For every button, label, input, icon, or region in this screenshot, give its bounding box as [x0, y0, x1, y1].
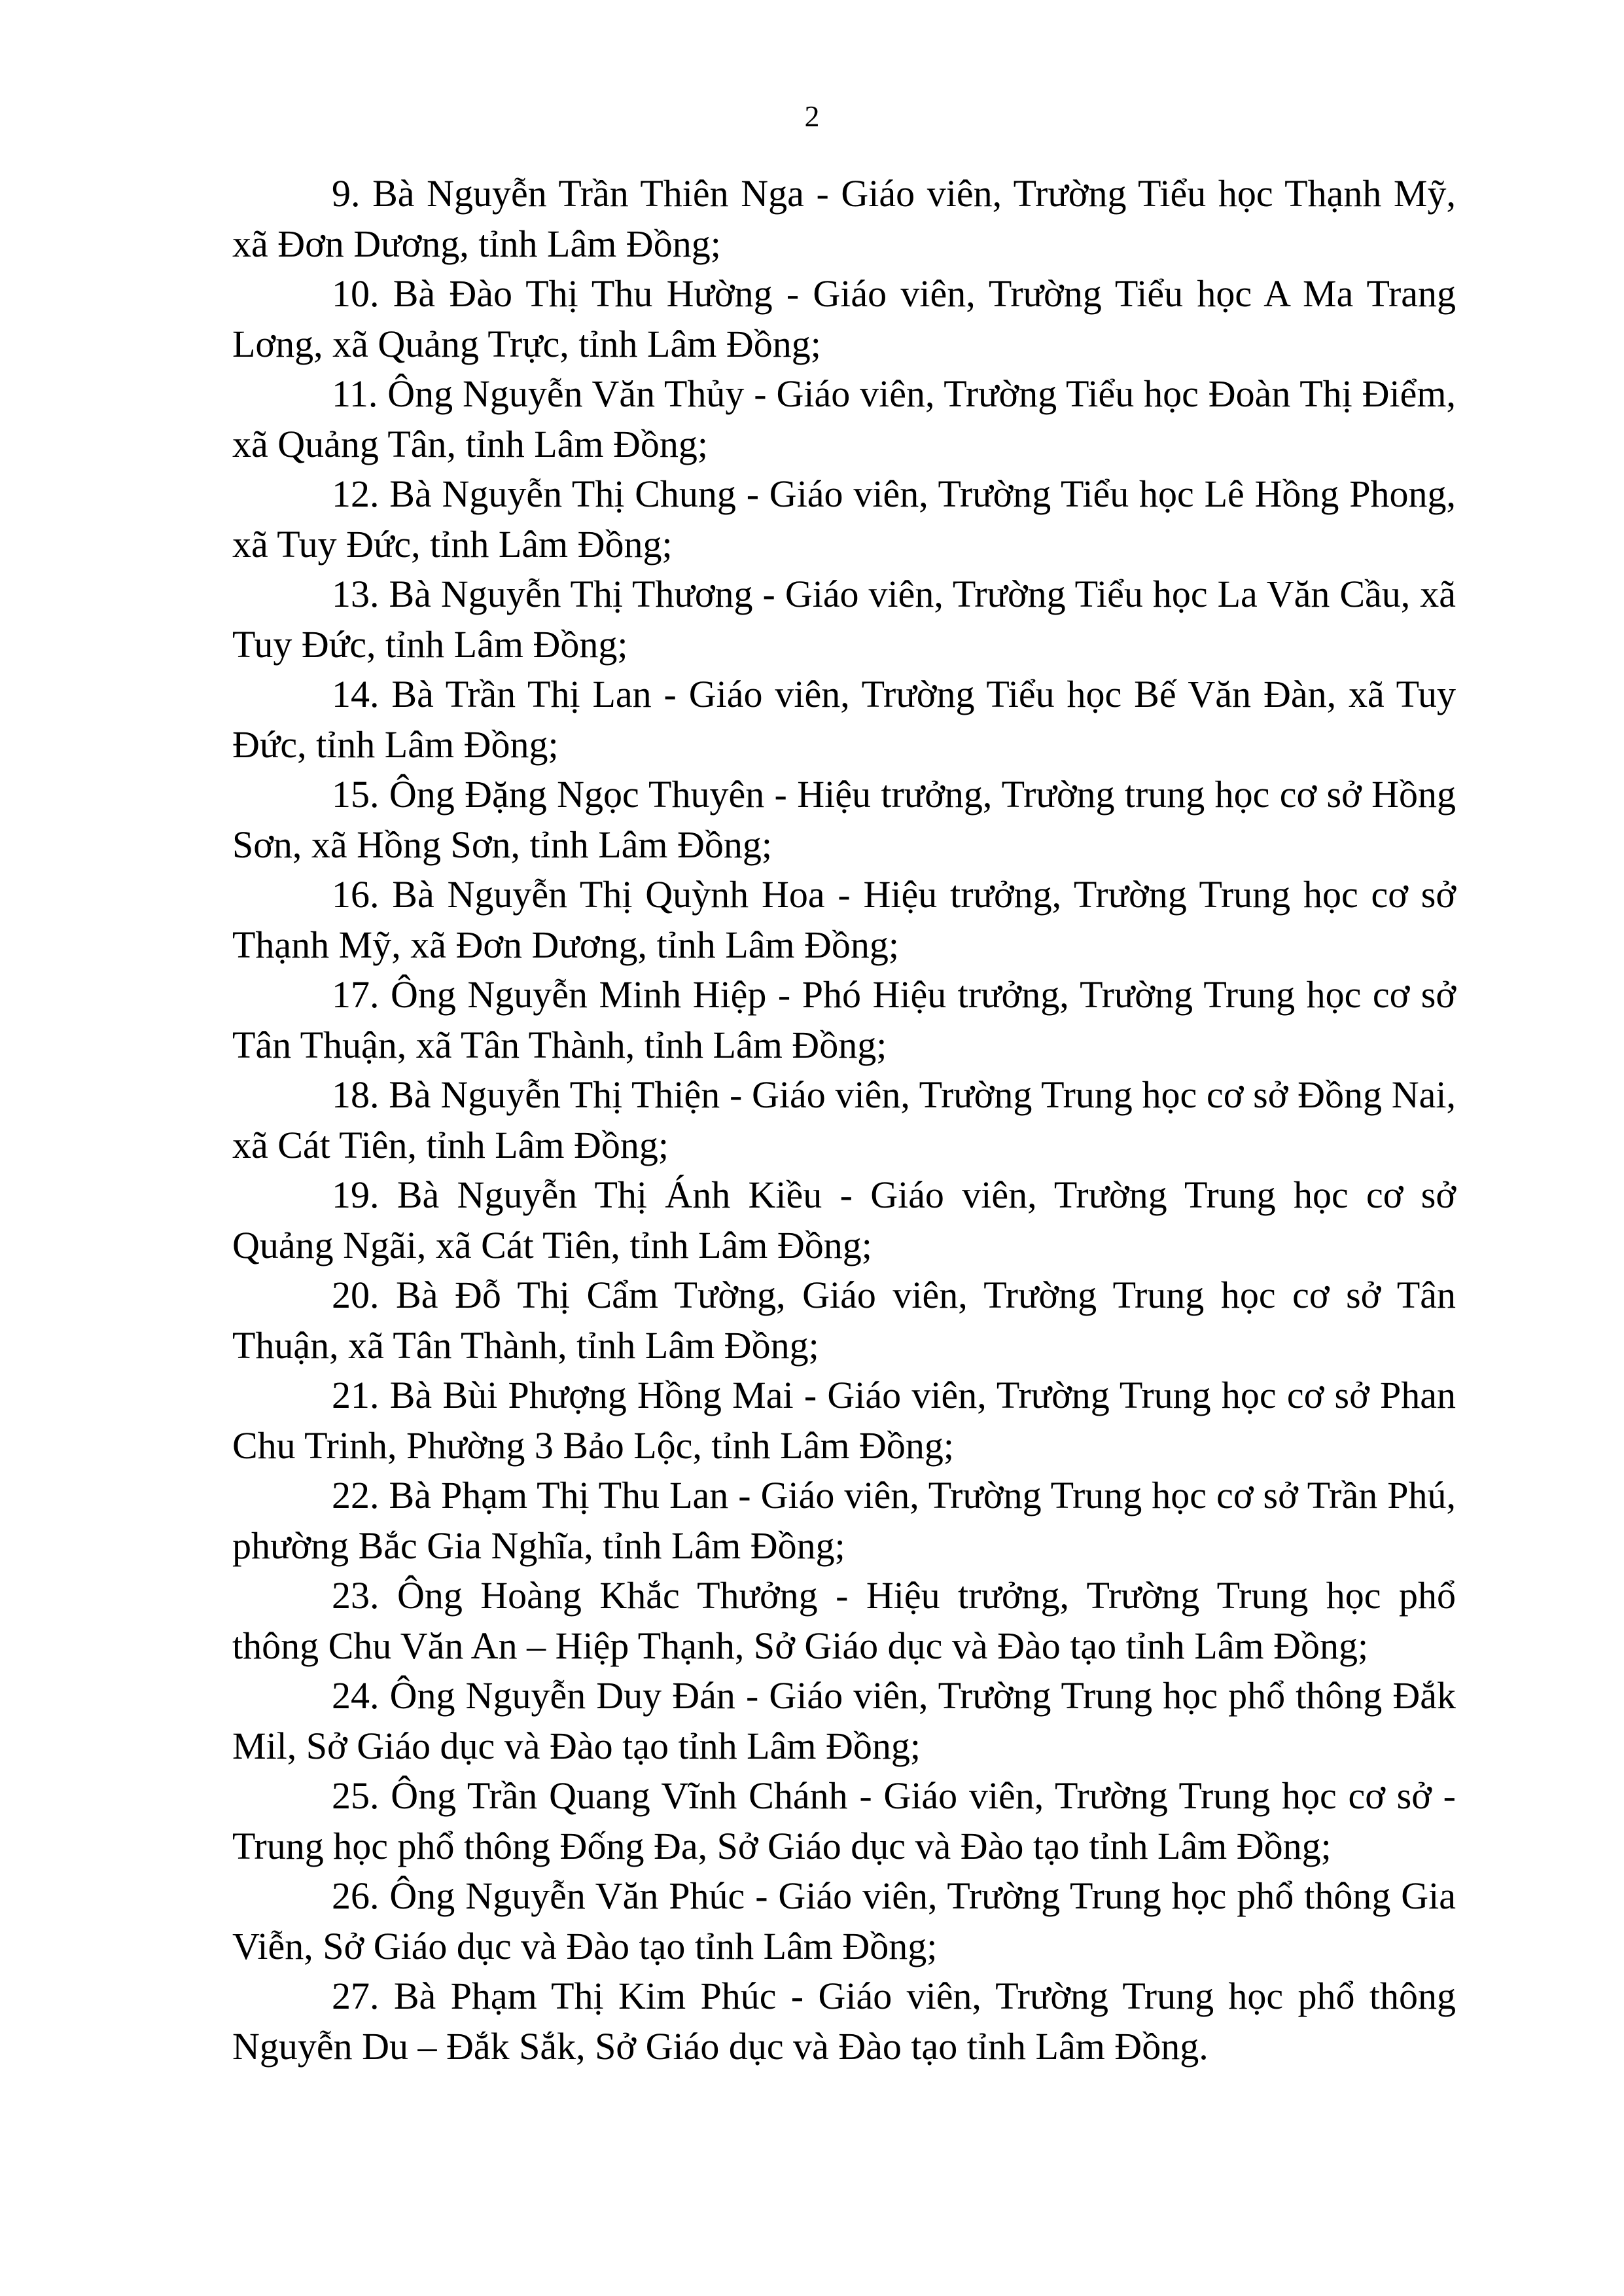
list-item: 19. Bà Nguyễn Thị Ánh Kiều - Giáo viên, Trường Trung học cơ sở Quảng Ngãi, xã Cát Tiên, tỉnh Lâm Đồng;	[232, 1174, 1456, 1266]
list-item: 13. Bà Nguyễn Thị Thương - Giáo viên, Trường Tiểu học La Văn Cầu, xã Tuy Đức, tỉnh Lâm Đồng;	[232, 573, 1456, 666]
list-item: 23. Ông Hoàng Khắc Thưởng - Hiệu trưởng, Trường Trung học phổ thông Chu Văn An – Hiệp Thạnh, Sở Giáo dục và Đào tạo tỉnh Lâm Đồng;	[232, 1574, 1456, 1667]
list-item: 26. Ông Nguyễn Văn Phúc - Giáo viên, Trường Trung học phổ thông Gia Viễn, Sở Giáo dục và Đào tạo tỉnh Lâm Đồng;	[232, 1874, 1456, 1967]
list-item: 14. Bà Trần Thị Lan - Giáo viên, Trường Tiểu học Bế Văn Đàn, xã Tuy Đức, tỉnh Lâm Đồng;	[232, 673, 1456, 766]
list-item: 15. Ông Đặng Ngọc Thuyên - Hiệu trưởng, Trường trung học cơ sở Hồng Sơn, xã Hồng Sơn, tỉnh Lâm Đồng;	[232, 773, 1456, 866]
list-item: 17. Ông Nguyễn Minh Hiệp - Phó Hiệu trưởng, Trường Trung học cơ sở Tân Thuận, xã Tân Thành, tỉnh Lâm Đồng;	[232, 973, 1456, 1066]
list-item: 16. Bà Nguyễn Thị Quỳnh Hoa - Hiệu trưởng, Trường Trung học cơ sở Thạnh Mỹ, xã Đơn Dương, tỉnh Lâm Đồng;	[232, 873, 1456, 966]
document-body	[232, 169, 1456, 2072]
list-item: 12. Bà Nguyễn Thị Chung - Giáo viên, Trường Tiểu học Lê Hồng Phong, xã Tuy Đức, tỉnh Lâm Đồng;	[232, 473, 1456, 565]
list-item: 18. Bà Nguyễn Thị Thiện - Giáo viên, Trường Trung học cơ sở Đồng Nai, xã Cát Tiên, tỉnh Lâm Đồng;	[232, 1073, 1456, 1166]
list-item: 11. Ông Nguyễn Văn Thủy - Giáo viên, Trường Tiểu học Đoàn Thị Điểm, xã Quảng Tân, tỉnh Lâm Đồng;	[232, 372, 1456, 465]
list-item: 22. Bà Phạm Thị Thu Lan - Giáo viên, Trường Trung học cơ sở Trần Phú, phường Bắc Gia Nghĩa, tỉnh Lâm Đồng;	[232, 1474, 1456, 1567]
list-item: 21. Bà Bùi Phượng Hồng Mai - Giáo viên, Trường Trung học cơ sở Phan Chu Trinh, Phường 3 Bảo Lộc, tỉnh Lâm Đồng;	[232, 1374, 1456, 1467]
list-item: 24. Ông Nguyễn Duy Đán - Giáo viên, Trường Trung học phổ thông Đắk Mil, Sở Giáo dục và Đào tạo tỉnh Lâm Đồng;	[232, 1674, 1456, 1767]
list-item: 25. Ông Trần Quang Vĩnh Chánh - Giáo viên, Trường Trung học cơ sở - Trung học phổ thông Đống Đa, Sở Giáo dục và Đào tạo tỉnh Lâm Đồng;	[232, 1774, 1456, 1867]
list-item: 27. Bà Phạm Thị Kim Phúc - Giáo viên, Trường Trung học phổ thông Nguyễn Du – Đắk Sắk, Sở Giáo dục và Đào tạo tỉnh Lâm Đồng.	[232, 1975, 1456, 2068]
page-number: 2	[804, 99, 820, 133]
list-item: 9. Bà Nguyễn Trần Thiên Nga - Giáo viên, Trường Tiểu học Thạnh Mỹ, xã Đơn Dương, tỉnh Lâm Đồng;	[232, 172, 1456, 265]
list-item: 20. Bà Đỗ Thị Cẩm Tường, Giáo viên, Trường Trung học cơ sở Tân Thuận, xã Tân Thành, tỉnh Lâm Đồng;	[232, 1274, 1456, 1367]
list-item: 10. Bà Đào Thị Thu Hường - Giáo viên, Trường Tiểu học A Ma Trang Lơng, xã Quảng Trực, tỉnh Lâm Đồng;	[232, 272, 1456, 365]
